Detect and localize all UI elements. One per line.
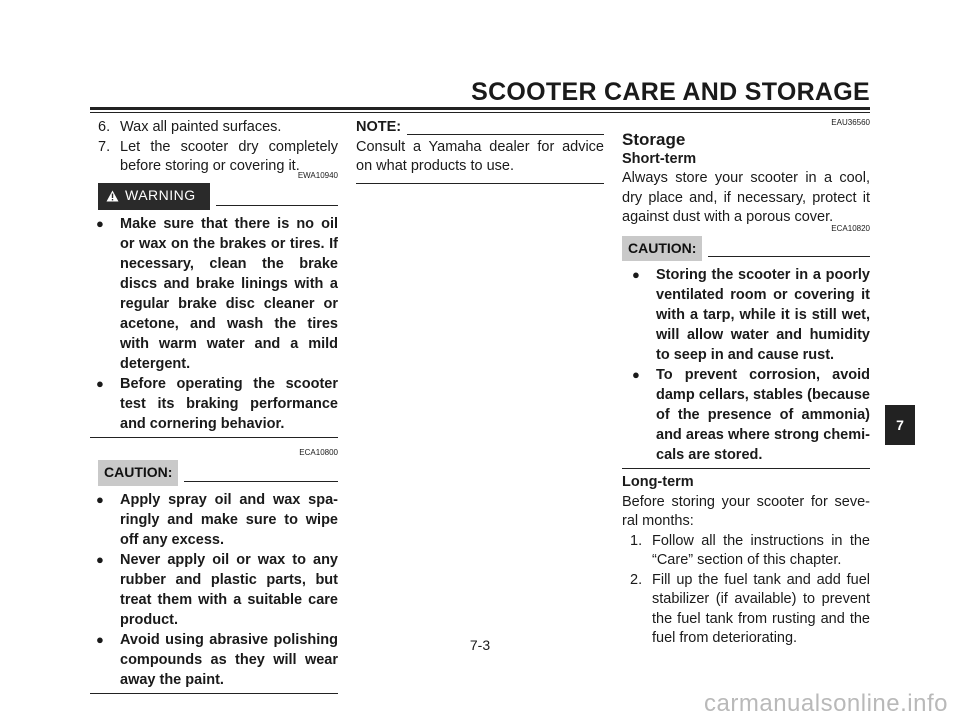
warning-item: [96, 374, 338, 434]
warning-badge: [98, 183, 210, 211]
chapter-tab[interactable]: 7: [885, 405, 915, 445]
warning-code: EWA10940: [297, 170, 338, 180]
header-rule-thin: [90, 112, 870, 113]
caution-item: [632, 265, 870, 365]
note-text: Consult a Yamaha dealer for advice on what products to use.: [356, 138, 604, 184]
long-term-text: Before storing your scooter for seve-ral months:: [622, 493, 870, 529]
page-number: 7-3: [469, 637, 491, 653]
column-middle: [356, 118, 604, 184]
bullet-dot-icon: ●: [96, 376, 104, 391]
bullet-dot-icon: ●: [96, 551, 104, 567]
warning-triangle-icon: [106, 188, 119, 208]
watermark: carmanualsonline.info: [704, 690, 948, 717]
bullet-dot-icon: ●: [632, 267, 640, 282]
step-item: [622, 532, 870, 571]
step-number: 1.: [630, 532, 643, 549]
note-label: NOTE:: [356, 119, 402, 135]
warning-rule: [216, 205, 338, 206]
bullet-dot-icon: ●: [96, 491, 104, 507]
warning-item-text: Before operating the scooter test its braking performance and cornering behavior.: [120, 376, 338, 432]
section-heading: Storage: [622, 130, 686, 149]
caution-item-text: Avoid using abrasive polishing compounds as they will wear away the paint.: [120, 631, 338, 688]
note-rule: [407, 134, 604, 135]
caution-code: ECA10800: [299, 448, 338, 457]
warning-block: [90, 210, 338, 438]
warning-item: [96, 214, 338, 374]
caution-badge: CAUTION:: [98, 460, 178, 486]
caution-rule: [184, 481, 338, 482]
caution-header: [622, 236, 870, 262]
caution-badge: CAUTION:: [622, 236, 702, 262]
caution-item-text: Never apply oil or wax to any rubber and plastic parts, but treat them with a suitable care product.: [120, 551, 338, 628]
step-text: Fill up the fuel tank and add fuel stabilizer (if available) to prevent the fuel tank from rusting and the fuel from deteriorating.: [652, 571, 870, 646]
step-text: Let the scooter dry completely before storing or covering it.: [120, 138, 338, 174]
bullet-dot-icon: ●: [96, 631, 104, 647]
step-number: 2.: [630, 571, 643, 588]
warning-header: [90, 183, 338, 211]
bullet-dot-icon: ●: [632, 367, 640, 382]
long-term-heading: Long-term: [622, 474, 694, 490]
caution-item-text: To prevent corrosion, avoid damp cellars, stables (because of the presence of ammonia) and areas where strong chemi-cals are stored.: [656, 367, 870, 463]
short-term-text: Always store your scooter in a cool, dry place and, if necessary, protect it against dust with a porous cover.: [622, 170, 870, 225]
step-text: Follow all the instructions in the “Care” section of this chapter.: [652, 532, 870, 568]
column-right: [622, 118, 870, 649]
page-title: SCOOTER CARE AND STORAGE: [471, 78, 870, 106]
step-item: [90, 118, 338, 138]
short-term-heading: Short-term: [622, 150, 697, 167]
caution-item: [96, 490, 338, 550]
step-text: Wax all painted surfaces.: [120, 119, 282, 135]
caution-item-text: Apply spray oil and wax spa-ringly and make sure to wipe off any excess.: [120, 491, 338, 548]
warning-label: WARNING: [125, 186, 196, 203]
step-number: 6.: [98, 119, 111, 135]
note-header: [356, 118, 604, 138]
column-left: [90, 118, 338, 694]
caution-item: [96, 550, 338, 630]
caution-block: [622, 261, 870, 469]
caution-header: [90, 460, 338, 486]
section-code: EAU36560: [831, 118, 870, 127]
warning-item-text: Make sure that there is no oil or wax on the brakes or tires. If necessary, clean the brake discs and brake linings with a regular brake disc cleaner or acetone, and wash the tires with warm water and a mild detergent.: [120, 216, 338, 372]
step-number: 7.: [98, 138, 111, 155]
bullet-dot-icon: ●: [96, 216, 104, 231]
caution-rule: [708, 256, 870, 257]
caution-item: [632, 365, 870, 465]
caution-code: ECA10820: [831, 223, 870, 233]
caution-block: [90, 486, 338, 694]
caution-item-text: Storing the scooter in a poorly ventilated room or covering it with a tarp, while it is still wet, will allow water and humidity to seep in and cause rust.: [656, 267, 870, 363]
header-rule: [90, 107, 870, 110]
